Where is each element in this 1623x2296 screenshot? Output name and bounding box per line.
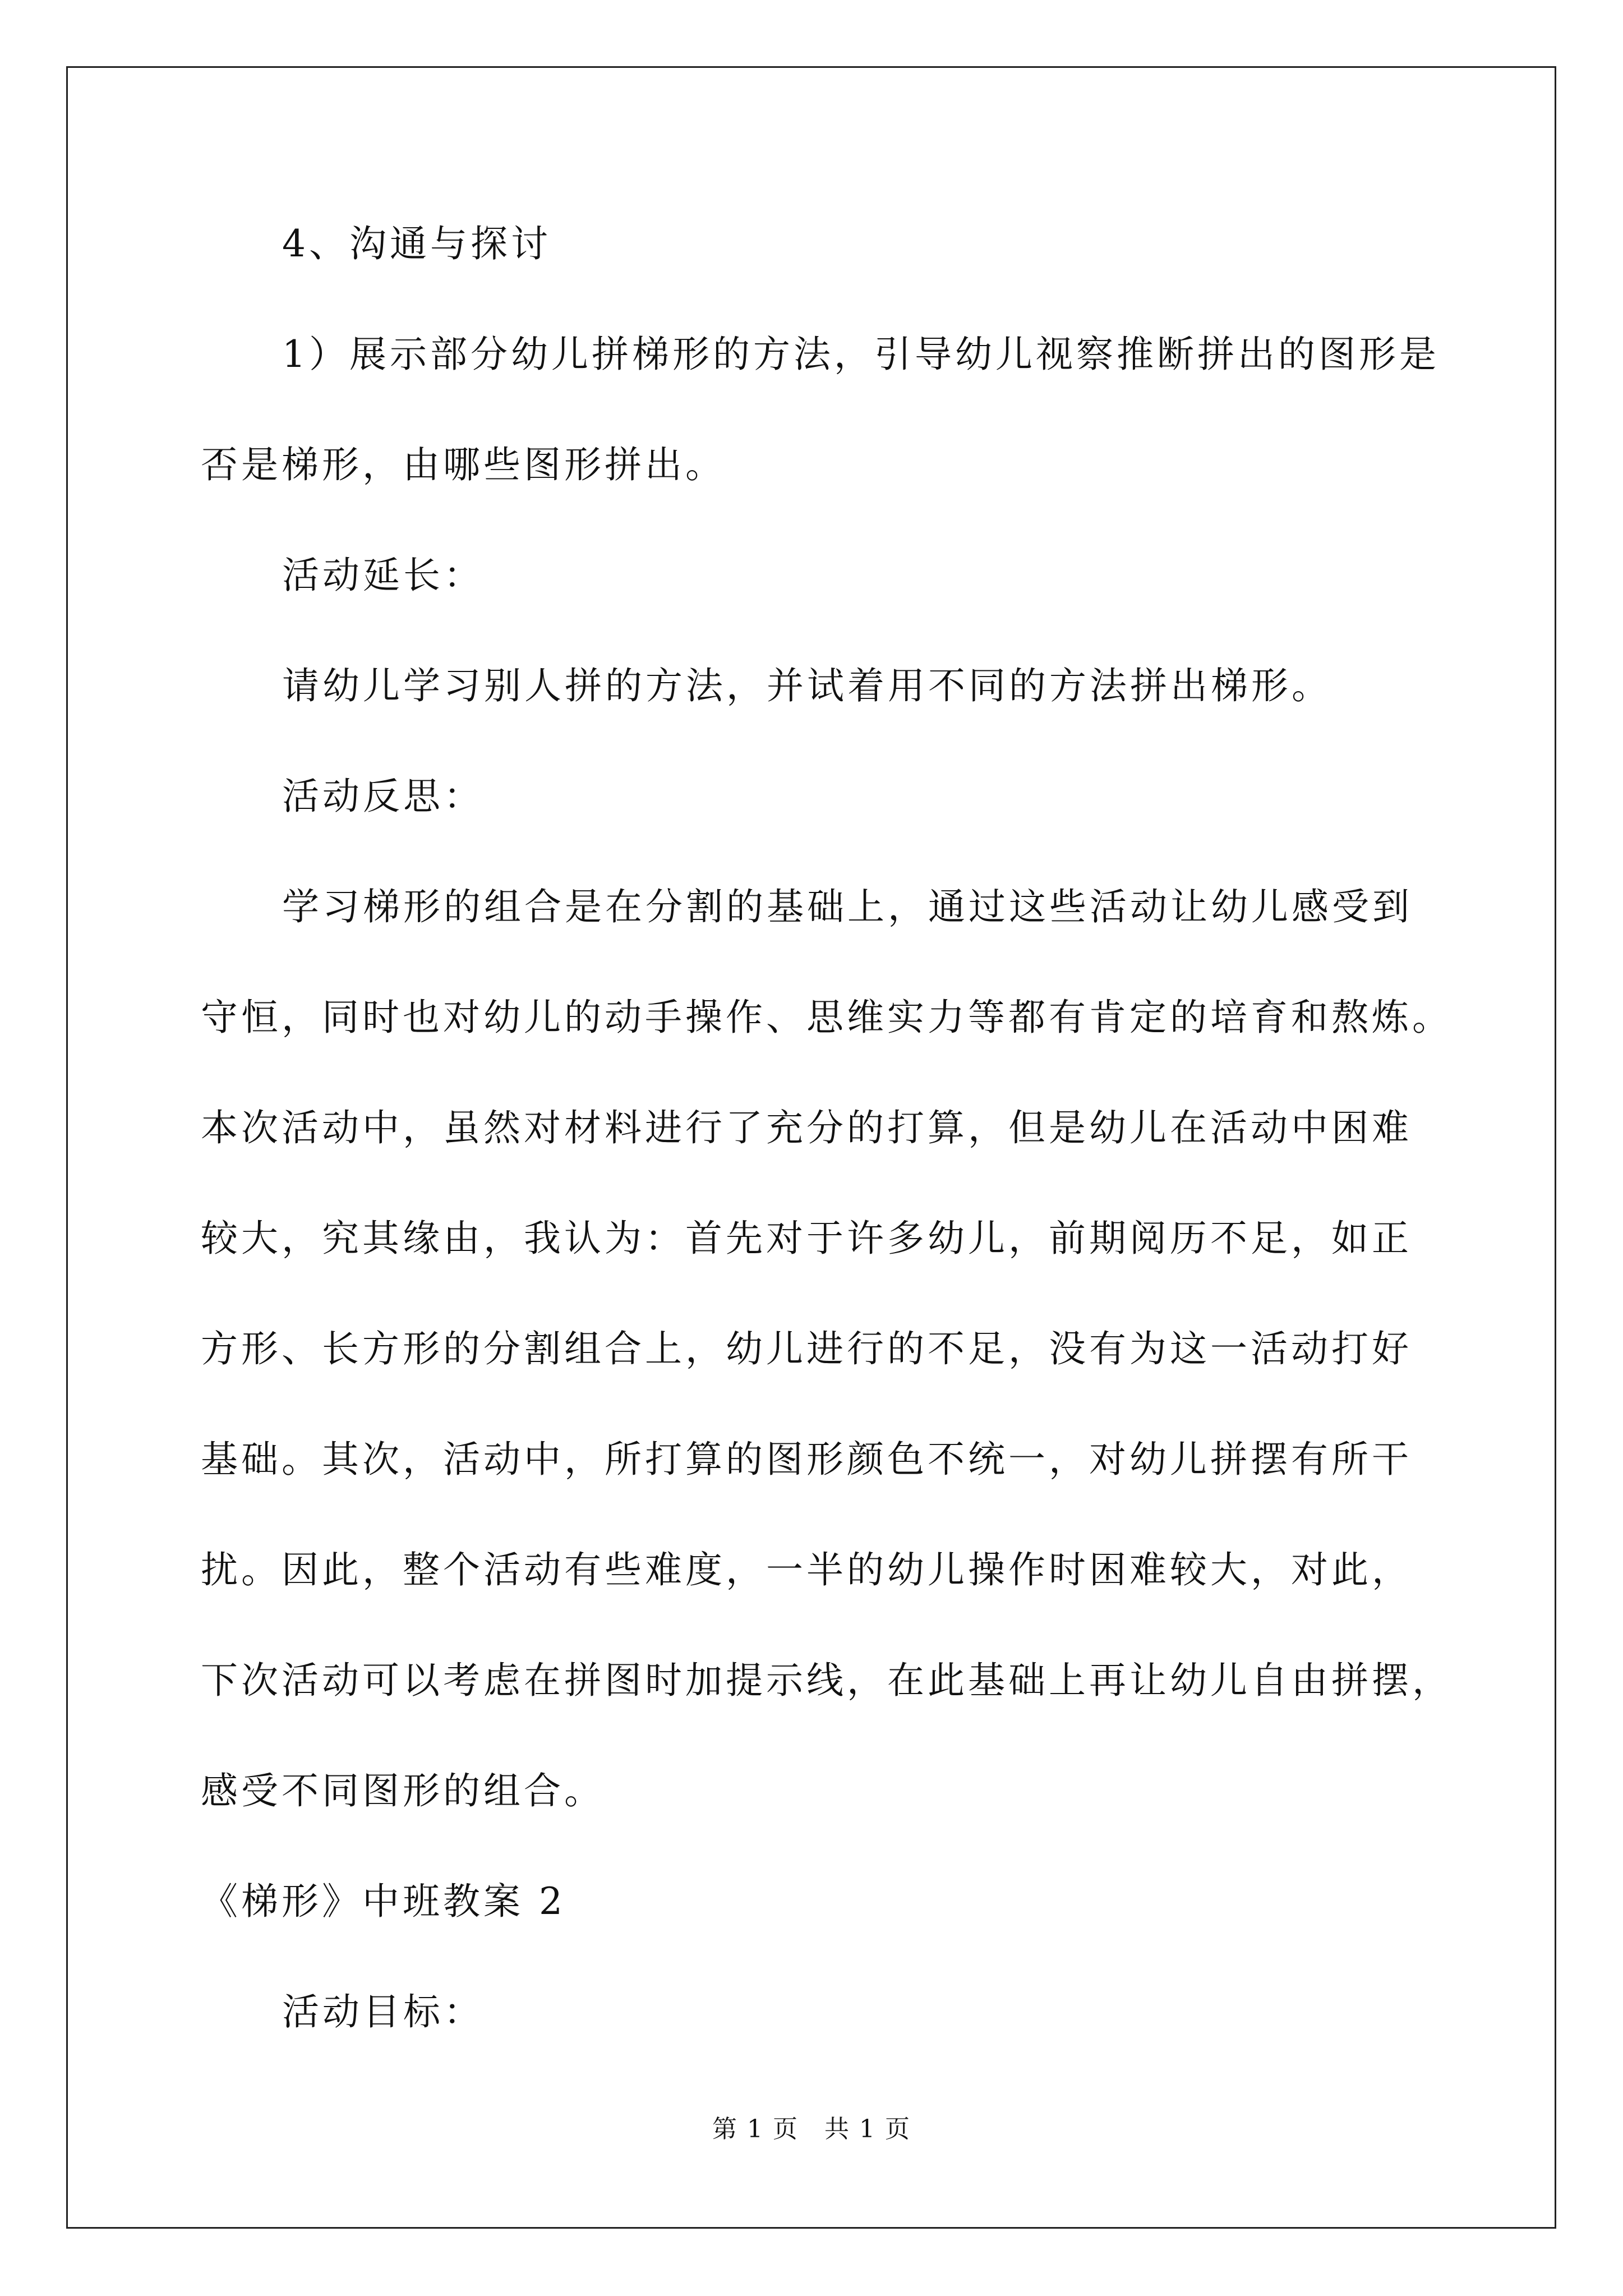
section-title: 《梯形》中班教案 2 [201,1880,566,1923]
paragraph-reflection-line8: 下次活动可以考虑在拼图时加提示线，在此基础上再让幼儿自由拼摆， [201,1659,1453,1702]
paragraph-activity-goals-heading: 活动目标： [282,1990,484,2033]
paragraph-reflection-line2: 守恒，同时也对幼儿的动手操作、思维实力等都有肯定的培育和熬炼。 [201,996,1453,1039]
paragraph-reflection-line7: 扰。因此，整个活动有些难度，一半的幼儿操作时困难较大，对此， [201,1548,1412,1591]
paragraph-reflection-line3: 本次活动中，虽然对材料进行了充分的打算，但是幼儿在活动中困难 [201,1106,1412,1149]
paragraph-activity-extension-heading: 活动延长： [282,554,484,597]
paragraph-activity-extension-body: 请幼儿学习别人拼的方法，并试着用不同的方法拼出梯形。 [282,664,1332,707]
paragraph-reflection-line5: 方形、长方形的分割组合上，幼儿进行的不足，没有为这一活动打好 [201,1327,1412,1370]
page-footer: 第 1 页 共 1 页 [712,2115,911,2143]
paragraph-show-methods-line2: 否是梯形，由哪些图形拼出。 [201,443,726,486]
paragraph-communication-heading: 4、沟通与探讨 [282,222,551,265]
paragraph-reflection-line9: 感受不同图形的组合。 [201,1769,605,1812]
paragraph-show-methods-line1: 1）展示部分幼儿拼梯形的方法，引导幼儿视察推断拼出的图形是 [282,333,1440,376]
paragraph-reflection-line4: 较大，究其缘由，我认为：首先对于许多幼儿，前期阅历不足，如正 [201,1217,1412,1260]
paragraph-reflection-line1: 学习梯形的组合是在分割的基础上，通过这些活动让幼儿感受到 [282,885,1413,928]
paragraph-activity-reflection-heading: 活动反思： [282,775,484,818]
paragraph-reflection-line6: 基础。其次，活动中，所打算的图形颜色不统一，对幼儿拼摆有所干 [201,1438,1412,1481]
